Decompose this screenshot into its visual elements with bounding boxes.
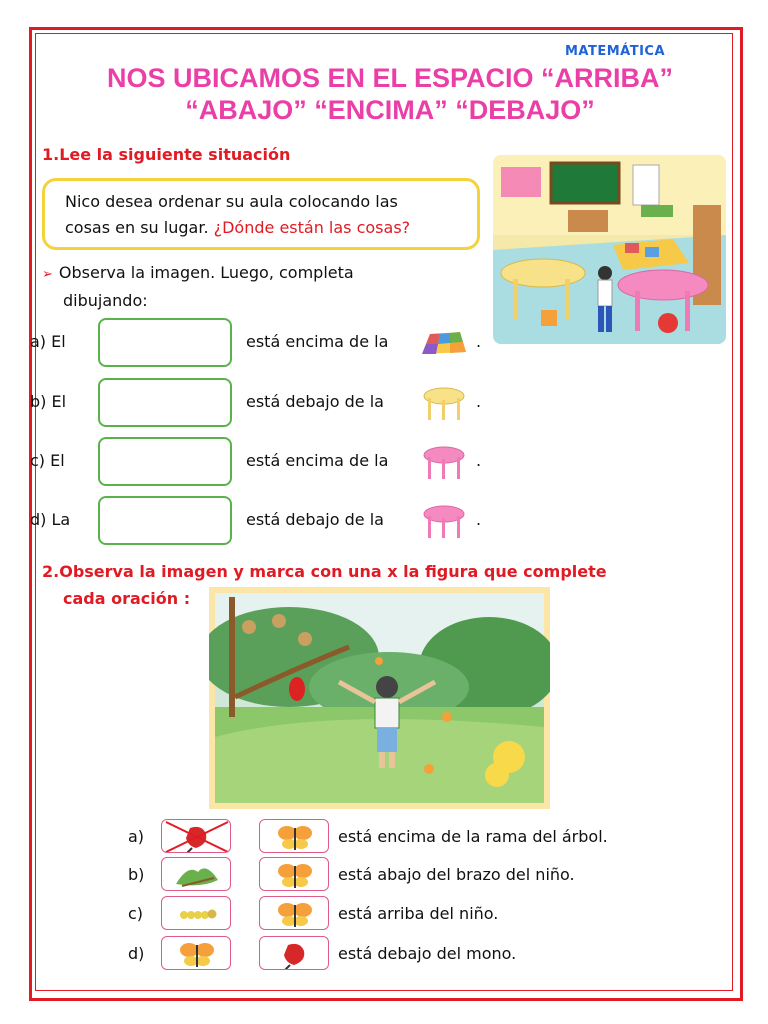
red-bird-icon <box>260 937 329 970</box>
option-box[interactable] <box>161 819 231 853</box>
pink-table-icon <box>422 502 466 540</box>
caterpillar-icon <box>162 897 231 930</box>
option-box[interactable] <box>161 936 231 970</box>
item-text: está debajo de la <box>246 510 384 529</box>
butterfly-icon <box>260 820 329 853</box>
item-text: está debajo de la <box>246 392 384 411</box>
page-title-line1: NOS UBICAMOS EN EL ESPACIO “ARRIBA” <box>106 63 674 93</box>
butterfly-icon <box>260 897 329 930</box>
section2-heading-line2: cada oración : <box>63 589 191 608</box>
instruction <box>42 260 354 314</box>
item-label: b) El <box>30 392 67 411</box>
instruction-line2: dibujando: <box>63 291 148 310</box>
answer-drawing-box[interactable] <box>98 318 232 367</box>
option-box[interactable] <box>161 857 231 891</box>
answer-drawing-box[interactable] <box>98 378 232 427</box>
choice-label: b) <box>128 865 145 884</box>
choice-text: está abajo del brazo del niño. <box>338 865 575 884</box>
choice-label: d) <box>128 944 145 963</box>
answer-drawing-box[interactable] <box>98 437 232 486</box>
butterfly-icon <box>162 937 231 970</box>
item-text: está encima de la <box>246 332 389 351</box>
situation-line2 <box>65 215 477 241</box>
item-end: . <box>476 392 482 411</box>
arrow-bullet-icon: ➢ <box>42 267 53 282</box>
situation-question: ¿Dónde están las cosas? <box>213 218 411 237</box>
answer-drawing-box[interactable] <box>98 496 232 545</box>
item-end: . <box>476 451 482 470</box>
situation-line1: Nico desea ordenar su aula colocando las <box>65 192 398 211</box>
option-box[interactable] <box>259 819 329 853</box>
item-end: . <box>476 510 482 529</box>
park-illustration <box>209 587 550 809</box>
plant-icon <box>162 858 231 891</box>
option-box[interactable] <box>259 857 329 891</box>
item-end: . <box>476 332 482 351</box>
situation-box <box>42 178 480 250</box>
option-box[interactable] <box>259 936 329 970</box>
section1-heading: 1.Lee la siguiente situación <box>42 145 291 164</box>
instruction-line1: Observa la imagen. Luego, completa <box>58 263 354 282</box>
choice-label: a) <box>128 827 145 846</box>
butterfly-icon <box>260 858 329 891</box>
subject-label: MATEMÁTICA <box>565 44 666 59</box>
item-label: c) El <box>30 451 65 470</box>
choice-text: está encima de la rama del árbol. <box>338 827 608 846</box>
item-label: a) El <box>30 332 66 351</box>
item-text: está encima de la <box>246 451 389 470</box>
yellow-table-icon <box>422 384 466 422</box>
choice-label: c) <box>128 904 144 923</box>
choice-text: está debajo del mono. <box>338 944 517 963</box>
pink-table-icon <box>422 443 466 481</box>
section2-heading-line1: 2.Observa la imagen y marca con una x la figura que complete <box>42 562 607 581</box>
classroom-illustration <box>493 155 726 344</box>
item-label: d) La <box>30 510 71 529</box>
situation-text: cosas en su lugar. <box>65 218 214 237</box>
option-box[interactable] <box>161 896 231 930</box>
choice-text: está arriba del niño. <box>338 904 499 923</box>
page-title-line2: “ABAJO” “ENCIMA” “DEBAJO” <box>185 95 595 125</box>
rug-icon <box>422 324 466 362</box>
option-box[interactable] <box>259 896 329 930</box>
red-bird-icon <box>162 820 231 853</box>
